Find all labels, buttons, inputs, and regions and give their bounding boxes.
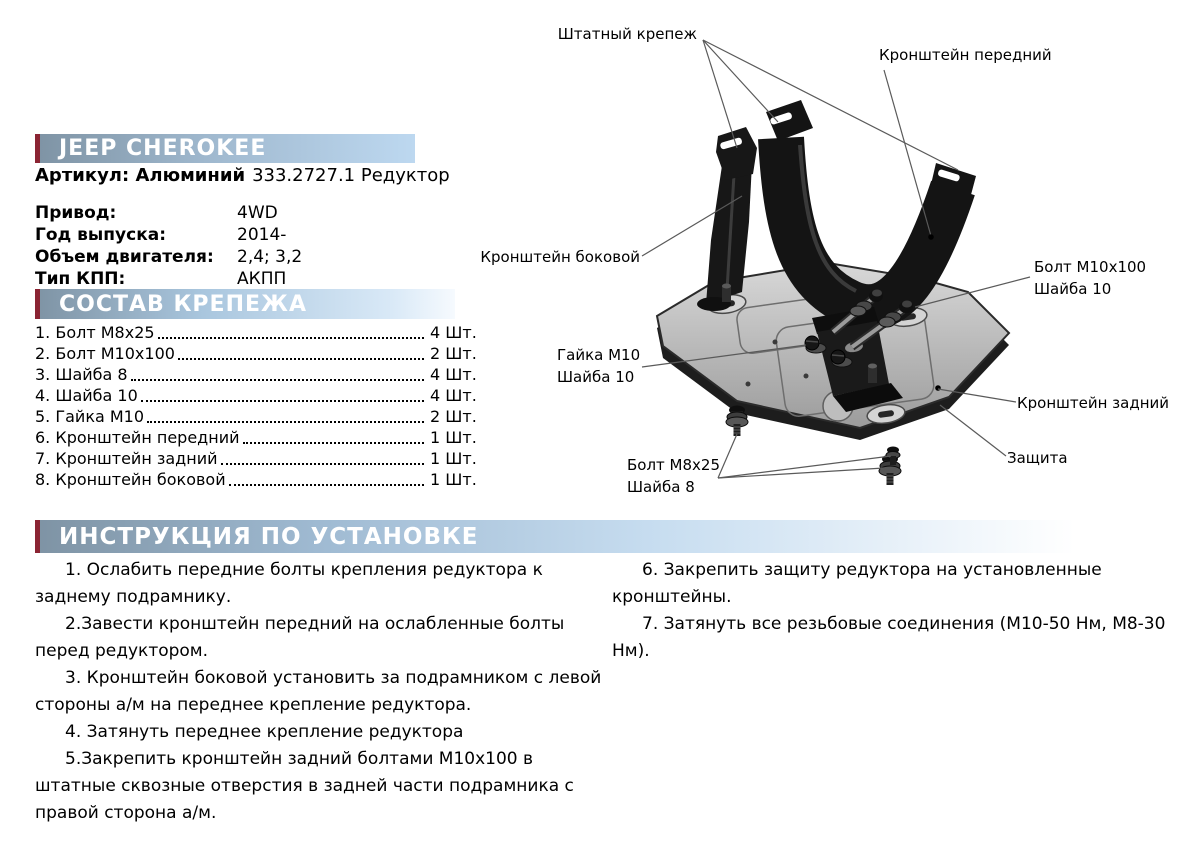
fastener-qty: 1 Шт.: [430, 470, 477, 489]
installation-steps-right: [612, 557, 1184, 665]
label-bolt-m8x25-line1: Болт М8х25: [627, 456, 721, 474]
fastener-name: 4. Шайба 10: [35, 386, 138, 405]
red-accent-strip: [35, 520, 40, 553]
front-bracket-shape: [766, 100, 976, 307]
fastener-name: 5. Гайка М10: [35, 407, 145, 426]
dot-leader: [131, 379, 424, 381]
bolt-m8x25-shapes: [726, 406, 901, 486]
fastener-qty: 2 Шт.: [430, 344, 477, 363]
label-bolt-m10x100: [1034, 256, 1146, 300]
model-header-bar: [35, 134, 415, 163]
spec-value: 4WD: [237, 203, 278, 223]
leader-dot-front: [928, 234, 934, 240]
dot-leader: [158, 337, 424, 339]
side-bracket-shape: [697, 127, 757, 311]
fastener-row: [35, 343, 480, 364]
nut-m10-shapes: [805, 336, 852, 367]
step-6: 6. Закрепить защиту редуктора на установленные кронштейны.: [612, 560, 1102, 607]
fastener-row: [35, 364, 480, 385]
step-3: 3. Кронштейн боковой установить за подрамником с левой стороны а/м на переднее крепление редуктора.: [35, 668, 602, 715]
spec-label: Объем двигателя:: [35, 247, 214, 267]
leader-lines: [642, 40, 1030, 478]
article-label: Артикул: Алюминий: [35, 165, 246, 186]
spec-label: Тип КПП:: [35, 269, 126, 289]
label-standard-fasteners: Штатный крепеж: [557, 25, 697, 43]
fastener-qty: 4 Шт.: [430, 386, 477, 405]
fastener-qty: 1 Шт.: [430, 428, 477, 447]
spec-label: Привод:: [35, 203, 117, 223]
fastener-row: [35, 448, 480, 469]
fastener-row: [35, 322, 480, 343]
fastener-qty: 4 Шт.: [430, 365, 477, 384]
step-1: 1. Ослабить передние болты крепления редуктора к заднему подрамнику.: [35, 560, 543, 607]
fastener-row: [35, 406, 480, 427]
fastener-qty: 2 Шт.: [430, 407, 477, 426]
label-nut-m10-line1: Гайка М10: [557, 346, 641, 364]
label-nut-m10-line2: Шайба 10: [557, 368, 635, 386]
plate-mount-recesses: [707, 280, 928, 425]
step-2: 2.Завести кронштейн передний на ослабленные болты перед редуктором.: [35, 614, 565, 661]
spec-row: [35, 268, 302, 290]
red-accent-strip: [35, 289, 40, 319]
step-4: 4. Затянуть переднее крепление редуктора: [65, 722, 464, 742]
dot-leader: [178, 358, 424, 360]
bolt-m10x100-shapes: [833, 290, 913, 348]
label-bolt-m8x25-line2: Шайба 8: [627, 478, 695, 496]
spec-value: АКПП: [237, 269, 287, 289]
installation-title: ИНСТРУКЦИЯ ПО УСТАНОВКЕ: [59, 523, 479, 550]
fastener-name: 6. Кронштейн передний: [35, 428, 240, 447]
fastener-row: [35, 427, 480, 448]
step-7: 7. Затянуть все резьбовые соединения (М10-50 Нм, М8-30 Нм).: [612, 614, 1166, 661]
fastener-name: 8. Кронштейн боковой: [35, 470, 226, 489]
spec-value: 2014-: [237, 225, 287, 245]
dot-leader: [141, 400, 424, 402]
fastener-qty: 1 Шт.: [430, 449, 477, 468]
installation-steps-left: [35, 557, 613, 827]
fastener-row: [35, 385, 480, 406]
label-bolt-m10x100-line2: Шайба 10: [1034, 280, 1112, 298]
label-rear-bracket: Кронштейн задний: [1017, 394, 1170, 412]
fasteners-list: [35, 322, 480, 490]
label-bolt-m8x25: [627, 454, 720, 498]
spec-value: 2,4; 3,2: [237, 247, 303, 267]
label-plate: Защита: [1007, 449, 1068, 467]
fastener-qty: 4 Шт.: [430, 323, 477, 342]
fasteners-header-bar: [35, 289, 455, 319]
model-title: JEEP CHEROKEE: [59, 136, 267, 161]
label-side-bracket: Кронштейн боковой: [480, 248, 640, 266]
fasteners-title: СОСТАВ КРЕПЕЖА: [59, 291, 307, 317]
fastener-name: 1. Болт М8х25: [35, 323, 155, 342]
label-bolt-m10x100-line1: Болт М10х100: [1034, 258, 1147, 276]
specs-table: [35, 202, 302, 290]
fastener-name: 7. Кронштейн задний: [35, 449, 218, 468]
dot-leader: [229, 484, 424, 486]
label-front-bracket: Кронштейн передний: [879, 46, 1052, 64]
dot-leader: [243, 442, 425, 444]
article-value: 333.2727.1 Редуктор: [252, 165, 450, 186]
article-line: [35, 165, 450, 186]
fastener-row: [35, 469, 480, 490]
spec-row: [35, 246, 302, 268]
rear-bracket-shape: [812, 307, 903, 412]
installation-header-bar: [35, 520, 1165, 553]
red-accent-strip: [35, 134, 40, 163]
step-5: 5.Закрепить кронштейн задний болтами М10х100 в штатные сквозные отверстия в задней части подрамника с правой сторона а/м.: [35, 749, 574, 823]
plate-shape: [657, 263, 1009, 440]
fastener-name: 2. Болт М10х100: [35, 344, 175, 363]
spec-row: [35, 202, 302, 224]
dot-leader: [147, 421, 424, 423]
spec-label: Год выпуска:: [35, 225, 167, 245]
label-nut-m10: [557, 344, 640, 388]
fastener-name: 3. Шайба 8: [35, 365, 128, 384]
spec-row: [35, 224, 302, 246]
dot-leader: [221, 463, 425, 465]
